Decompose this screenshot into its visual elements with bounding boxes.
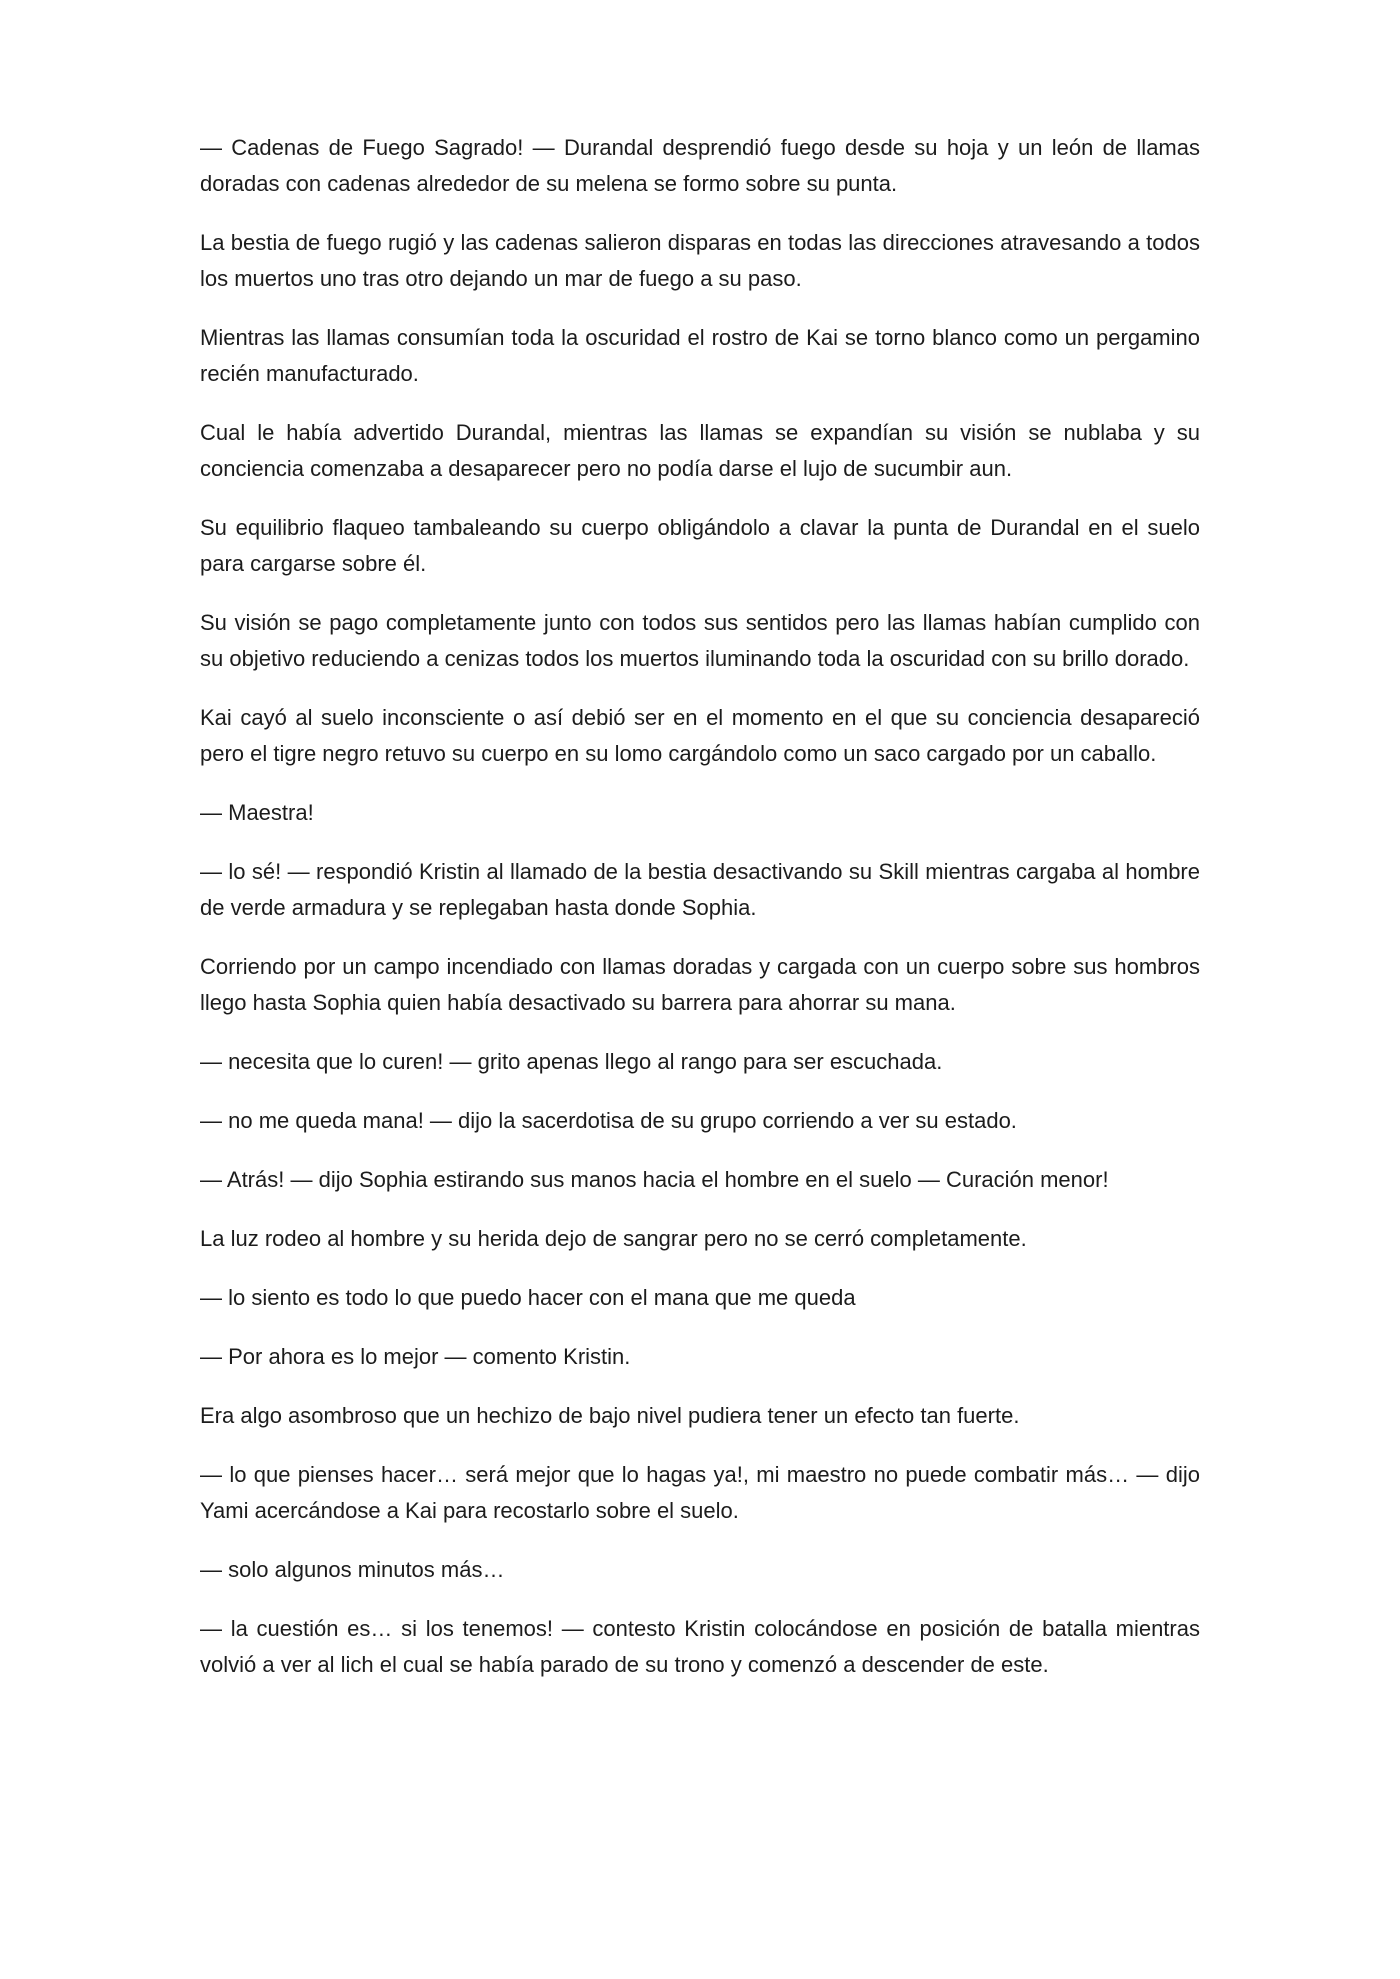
paragraph-11: — necesita que lo curen! — grito apenas llego al rango para ser escuchada. [200, 1049, 943, 1074]
paragraph-1: — Cadenas de Fuego Sagrado! — Durandal desprendió fuego desde su hoja y un león de llamas doradas con cadenas alrededor de su melena se formo sobre su punta. [200, 135, 1200, 196]
paragraph-20: — la cuestión es… si los tenemos! — contesto Kristin colocándose en posición de batalla mientras volvió a ver al lich el cual se había parado de su trono y comenzó a descender de este. [200, 1616, 1200, 1677]
paragraph-14: La luz rodeo al hombre y su herida dejo de sangrar pero no se cerró completamente. [200, 1226, 1027, 1251]
paragraph-9: — lo sé! — respondió Kristin al llamado de la bestia desactivando su Skill mientras cargaba al hombre de verde armadura y se replegaban hasta donde Sophia. [200, 859, 1200, 920]
paragraph-13: — Atrás! — dijo Sophia estirando sus manos hacia el hombre en el suelo — Curación menor! [200, 1167, 1109, 1192]
paragraph-15: — lo siento es todo lo que puedo hacer con el mana que me queda [200, 1285, 856, 1310]
paragraph-17: Era algo asombroso que un hechizo de bajo nivel pudiera tener un efecto tan fuerte. [200, 1403, 1020, 1428]
paragraph-12: — no me queda mana! — dijo la sacerdotisa de su grupo corriendo a ver su estado. [200, 1108, 1017, 1133]
paragraph-8: — Maestra! [200, 800, 314, 825]
paragraph-2: La bestia de fuego rugió y las cadenas salieron disparas en todas las direcciones atravesando a todos los muertos uno tras otro dejando un mar de fuego a su paso. [200, 230, 1200, 291]
document-body [200, 130, 1200, 1683]
paragraph-3: Mientras las llamas consumían toda la oscuridad el rostro de Kai se torno blanco como un pergamino recién manufacturado. [200, 325, 1200, 386]
paragraph-7: Kai cayó al suelo inconsciente o así debió ser en el momento en el que su conciencia desapareció pero el tigre negro retuvo su cuerpo en su lomo cargándolo como un saco cargado por un caballo. [200, 705, 1200, 766]
paragraph-18: — lo que pienses hacer… será mejor que lo hagas ya!, mi maestro no puede combatir más… — dijo Yami acercándose a Kai para recostarlo sobre el suelo. [200, 1462, 1200, 1523]
paragraph-5: Su equilibrio flaqueo tambaleando su cuerpo obligándolo a clavar la punta de Durandal en el suelo para cargarse sobre él. [200, 515, 1200, 576]
paragraph-6: Su visión se pago completamente junto con todos sus sentidos pero las llamas habían cumplido con su objetivo reduciendo a cenizas todos los muertos iluminando toda la oscuridad con su brillo dorado. [200, 610, 1200, 671]
paragraph-4: Cual le había advertido Durandal, mientras las llamas se expandían su visión se nublaba y su conciencia comenzaba a desaparecer pero no podía darse el lujo de sucumbir aun. [200, 420, 1200, 481]
paragraph-16: — Por ahora es lo mejor — comento Kristin. [200, 1344, 631, 1369]
paragraph-19: — solo algunos minutos más… [200, 1557, 505, 1582]
paragraph-10: Corriendo por un campo incendiado con llamas doradas y cargada con un cuerpo sobre sus hombros llego hasta Sophia quien había desactivado su barrera para ahorrar su mana. [200, 954, 1200, 1015]
